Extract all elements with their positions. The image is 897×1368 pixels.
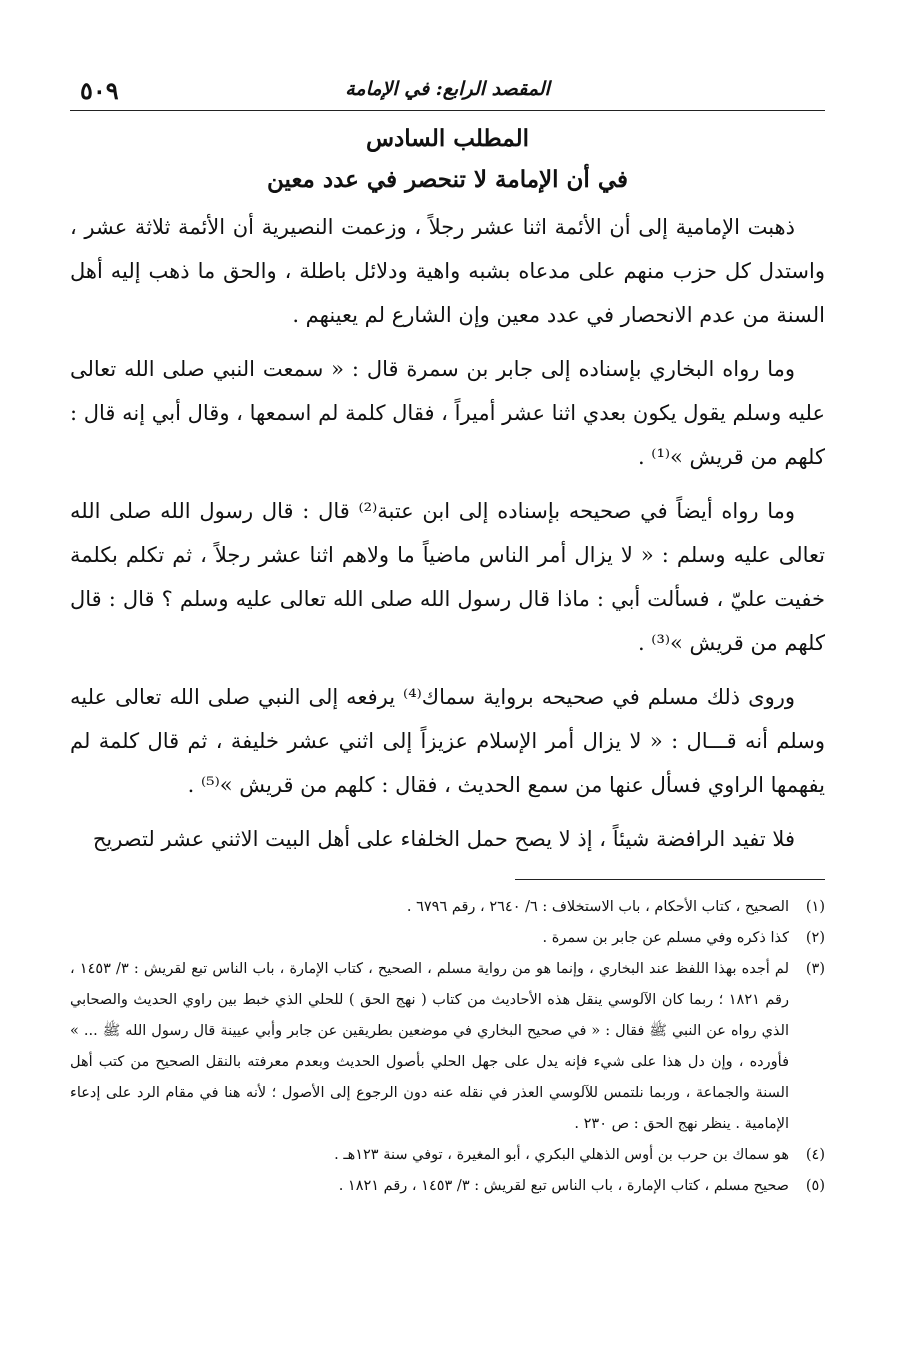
section-title: المطلب السادس [365,125,529,152]
paragraph: وروى ذلك مسلم في صحيحه برواية سماك⁽⁴⁾ يرفعه إلى النبي صلى الله تعالى عليه وسلم أنه قـــال : « لا يزال أمر الإسلام عزيزاً إلى اثني عشر خليفة ، ثم قال كلمة لم يفهمها الراوي فسأل عنها من سمع الحديث ، فقال : كلهم من قريش »⁽⁵⁾ . [70,685,825,797]
body-text [70,205,825,861]
footnote-number: (١) [805,899,825,915]
footnote-divider [515,879,825,880]
page-number: ٥٠٩ [80,76,119,105]
paragraph: وما رواه أيضاً في صحيحه بإسناده إلى ابن عتبة⁽²⁾ قال : قال رسول الله صلى الله تعالى عليه وسلم : « لا يزال أمر الناس ماضياً ما ولاهم اثنا عشر رجلاً ، ثم تكلم بكلمة خفيت عليّ ، فسألت أبي : ماذا قال رسول الله صلى الله تعالى عليه وسلم ؟ قال : قال كلهم من قريش »⁽³⁾ . [70,499,825,655]
section-subtitle: في أن الإمامة لا تنحصر في عدد معين [267,166,628,193]
page-header [70,70,825,111]
paragraph: فلا تفيد الرافضة شيئاً ، إذ لا يصح حمل الخلفاء على أهل البيت الاثني عشر لتصريح [92,827,795,851]
running-title: المقصد الرابع: في الإمامة [345,78,550,100]
footnotes [70,892,825,1202]
book-page [70,70,825,1310]
footnote-number: (٢) [805,930,825,946]
footnote-text: لم أجده بهذا اللفظ عند البخاري ، وإنما هو من رواية مسلم ، الصحيح ، كتاب الإمارة ، باب الناس تبع لقريش : ٣/ ١٤٥٣ ، رقم ١٨٢١ ؛ ربما كان الآلوسي ينقل هذه الأحاديث من كتاب ( نهج الحق ) للحلي الذي خبط بين راوي الحديث والصحابي الذي رواه عن النبي ﷺ فقال : « في صحيح البخاري في موضعين بطريقين عن جابر وأبي عيينة قال رسول الله ﷺ ... » فأورده ، وإن دل هذا على شيء فإنه يدل على جهل الحلي بأصول الحديث وبعدم معرفته بالنقل الصحيح من كتب أهل السنة والجماعة ، وربما نلتمس للآلوسي العذر في نقله عنه دون الرجوع إلى الأصول ؛ لأنه هنا في مقام الرد على إدعاء الإمامية . ينظر نهج الحق : ص ٢٣٠ . [70,961,789,1132]
footnote-number: (٥) [805,1178,825,1194]
footnote-text: كذا ذكره وفي مسلم عن جابر بن سمرة . [542,930,789,946]
footnote [70,1140,825,1171]
footnote [70,954,825,1140]
footnote-number: (٣) [805,961,825,977]
footnote-text: الصحيح ، كتاب الأحكام ، باب الاستخلاف : ٦/ ٢٦٤٠ ، رقم ٦٧٩٦ . [406,899,789,915]
footnote-number: (٤) [805,1147,825,1163]
footnote [70,892,825,923]
paragraph: وما رواه البخاري بإسناده إلى جابر بن سمرة قال : « سمعت النبي صلى الله تعالى عليه وسلم يقول يكون بعدي اثنا عشر أميراً ، فقال كلمة لم اسمعها ، وقال أبي إنه قال : كلهم من قريش »⁽¹⁾ . [70,357,825,469]
footnote [70,1171,825,1202]
footnote-text: صحيح مسلم ، كتاب الإمارة ، باب الناس تبع لقريش : ٣/ ١٤٥٣ ، رقم ١٨٢١ . [338,1178,789,1194]
footnote [70,923,825,954]
footnote-text: هو سماك بن حرب بن أوس الذهلي البكري ، أبو المغيرة ، توفي سنة ١٢٣هـ . [334,1147,789,1163]
paragraph: ذهبت الإمامية إلى أن الأئمة اثنا عشر رجلاً ، وزعمت النصيرية أن الأئمة ثلاثة عشر ، واستدل كل حزب منهم على مدعاه بشبه واهية ودلائل باطلة ، والحق ما ذهب إليه أهل السنة من عدم الانحصار في عدد معين وإن الشارع لم يعينهم . [70,215,825,327]
